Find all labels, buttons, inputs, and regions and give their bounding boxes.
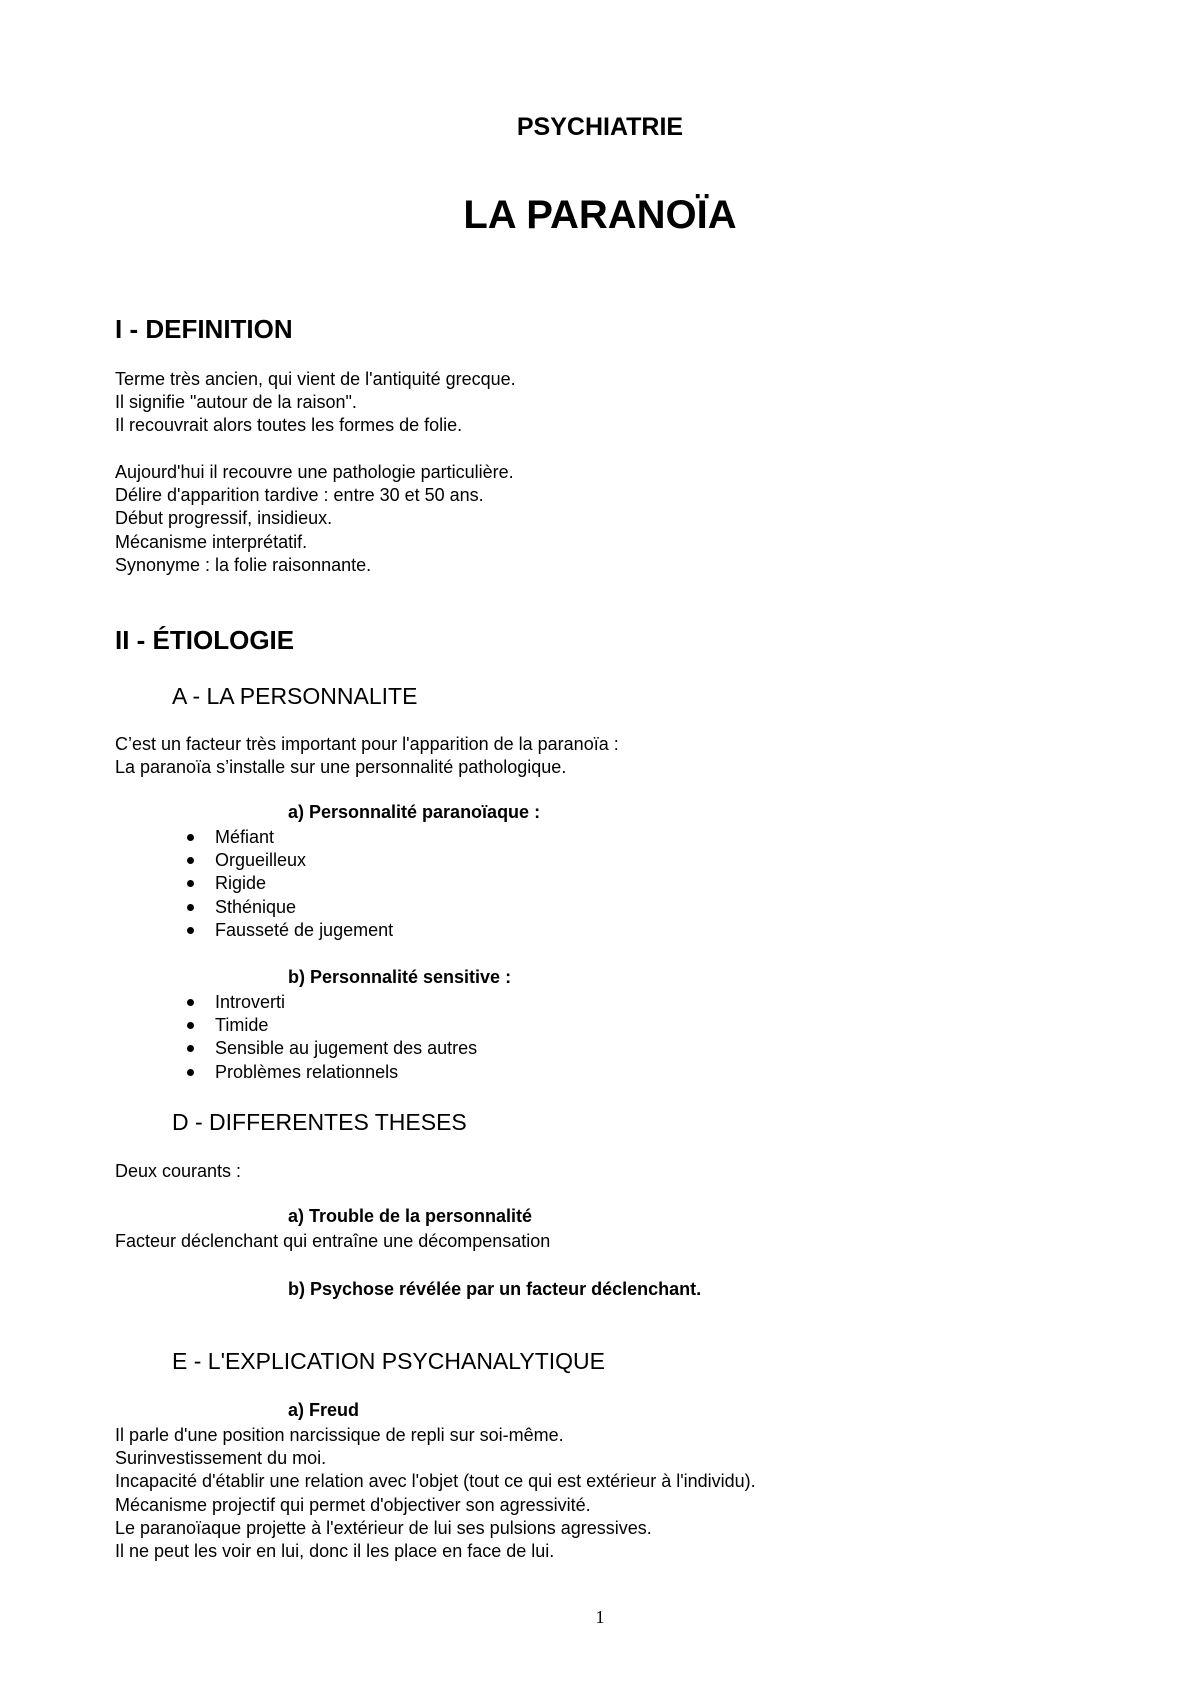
subheading-psychose-revelee: b) Psychose révélée par un facteur déclenchant. — [288, 1279, 702, 1299]
document-subject: PSYCHIATRIE — [516, 113, 684, 141]
text-line: Délire d'apparition tardive : entre 30 et 50 ans. — [115, 485, 484, 506]
list-item: Fausseté de jugement — [185, 919, 393, 942]
text-line: Terme très ancien, qui vient de l'antiquité grecque. — [115, 369, 516, 389]
subheading-trouble-personnalite: a) Trouble de la personnalité — [288, 1206, 533, 1226]
trouble-personnalite-text: Facteur déclenchant qui entraîne une décompensation — [115, 1231, 551, 1251]
text-line: Incapacité d'établir une relation avec l'objet (tout ce qui est extérieur à l'individu). — [115, 1471, 756, 1492]
text-line: Début progressif, insidieux. — [115, 508, 333, 529]
text-line: Surinvestissement du moi. — [115, 1448, 327, 1469]
text-line: Aujourd'hui il recouvre une pathologie particulière. — [115, 462, 514, 482]
subheading-personnalite-sensitive: b) Personnalité sensitive : — [288, 967, 512, 987]
personnalite-intro — [115, 733, 619, 779]
document-title: LA PARANOÏA — [463, 193, 737, 237]
text-line: Mécanisme projectif qui permet d'objectiver son agressivité. — [115, 1494, 591, 1515]
list-item: Timide — [185, 1014, 477, 1037]
subheading-personnalite-paranoiaque: a) Personnalité paranoïaque : — [288, 802, 541, 822]
list-personnalite-paranoiaque — [185, 826, 393, 942]
section-heading-etiologie: II - ÉTIOLOGIE — [115, 625, 295, 655]
list-item: Problèmes relationnels — [185, 1061, 477, 1084]
list-item: Sthénique — [185, 896, 393, 919]
text-line: Il signifie "autour de la raison". — [115, 392, 357, 413]
page-number: 1 — [595, 1607, 605, 1627]
freud-paragraph — [115, 1424, 756, 1563]
bullet-icon — [187, 904, 194, 911]
subheading-freud: a) Freud — [288, 1400, 360, 1420]
text-line: Synonyme : la folie raisonnante. — [115, 554, 372, 575]
list-item: Rigide — [185, 872, 393, 895]
text-line: La paranoïa s’installe sur une personnalité pathologique. — [115, 757, 567, 778]
bullet-icon — [187, 834, 194, 841]
list-item: Introverti — [185, 991, 477, 1014]
subsection-heading-psychanalytique: E - L'EXPLICATION PSYCHANALYTIQUE — [172, 1348, 605, 1374]
bullet-icon — [187, 857, 194, 864]
list-personnalite-sensitive — [185, 991, 477, 1084]
subsection-heading-theses: D - DIFFERENTES THESES — [172, 1109, 467, 1135]
bullet-icon — [187, 1045, 194, 1052]
theses-intro: Deux courants : — [115, 1161, 242, 1181]
bullet-icon — [187, 999, 194, 1006]
section-heading-definition: I - DEFINITION — [115, 314, 293, 344]
text-line: Mécanisme interprétatif. — [115, 531, 308, 552]
list-item: Méfiant — [185, 826, 393, 849]
bullet-icon — [187, 927, 194, 934]
text-line: Le paranoïaque projette à l'extérieur de lui ses pulsions agressives. — [115, 1517, 652, 1538]
list-item: Orgueilleux — [185, 849, 393, 872]
definition-paragraph-1 — [115, 368, 516, 438]
list-item: Sensible au jugement des autres — [185, 1037, 477, 1060]
text-line: Il parle d'une position narcissique de repli sur soi-même. — [115, 1425, 564, 1445]
bullet-icon — [187, 880, 194, 887]
bullet-icon — [187, 1022, 194, 1029]
subsection-heading-personnalite: A - LA PERSONNALITE — [172, 683, 418, 709]
text-line: C’est un facteur très important pour l'apparition de la paranoïa : — [115, 734, 619, 754]
text-line: Il ne peut les voir en lui, donc il les place en face de lui. — [115, 1540, 555, 1561]
text-line: Il recouvrait alors toutes les formes de folie. — [115, 415, 463, 436]
bullet-icon — [187, 1069, 194, 1076]
definition-paragraph-2 — [115, 461, 514, 577]
